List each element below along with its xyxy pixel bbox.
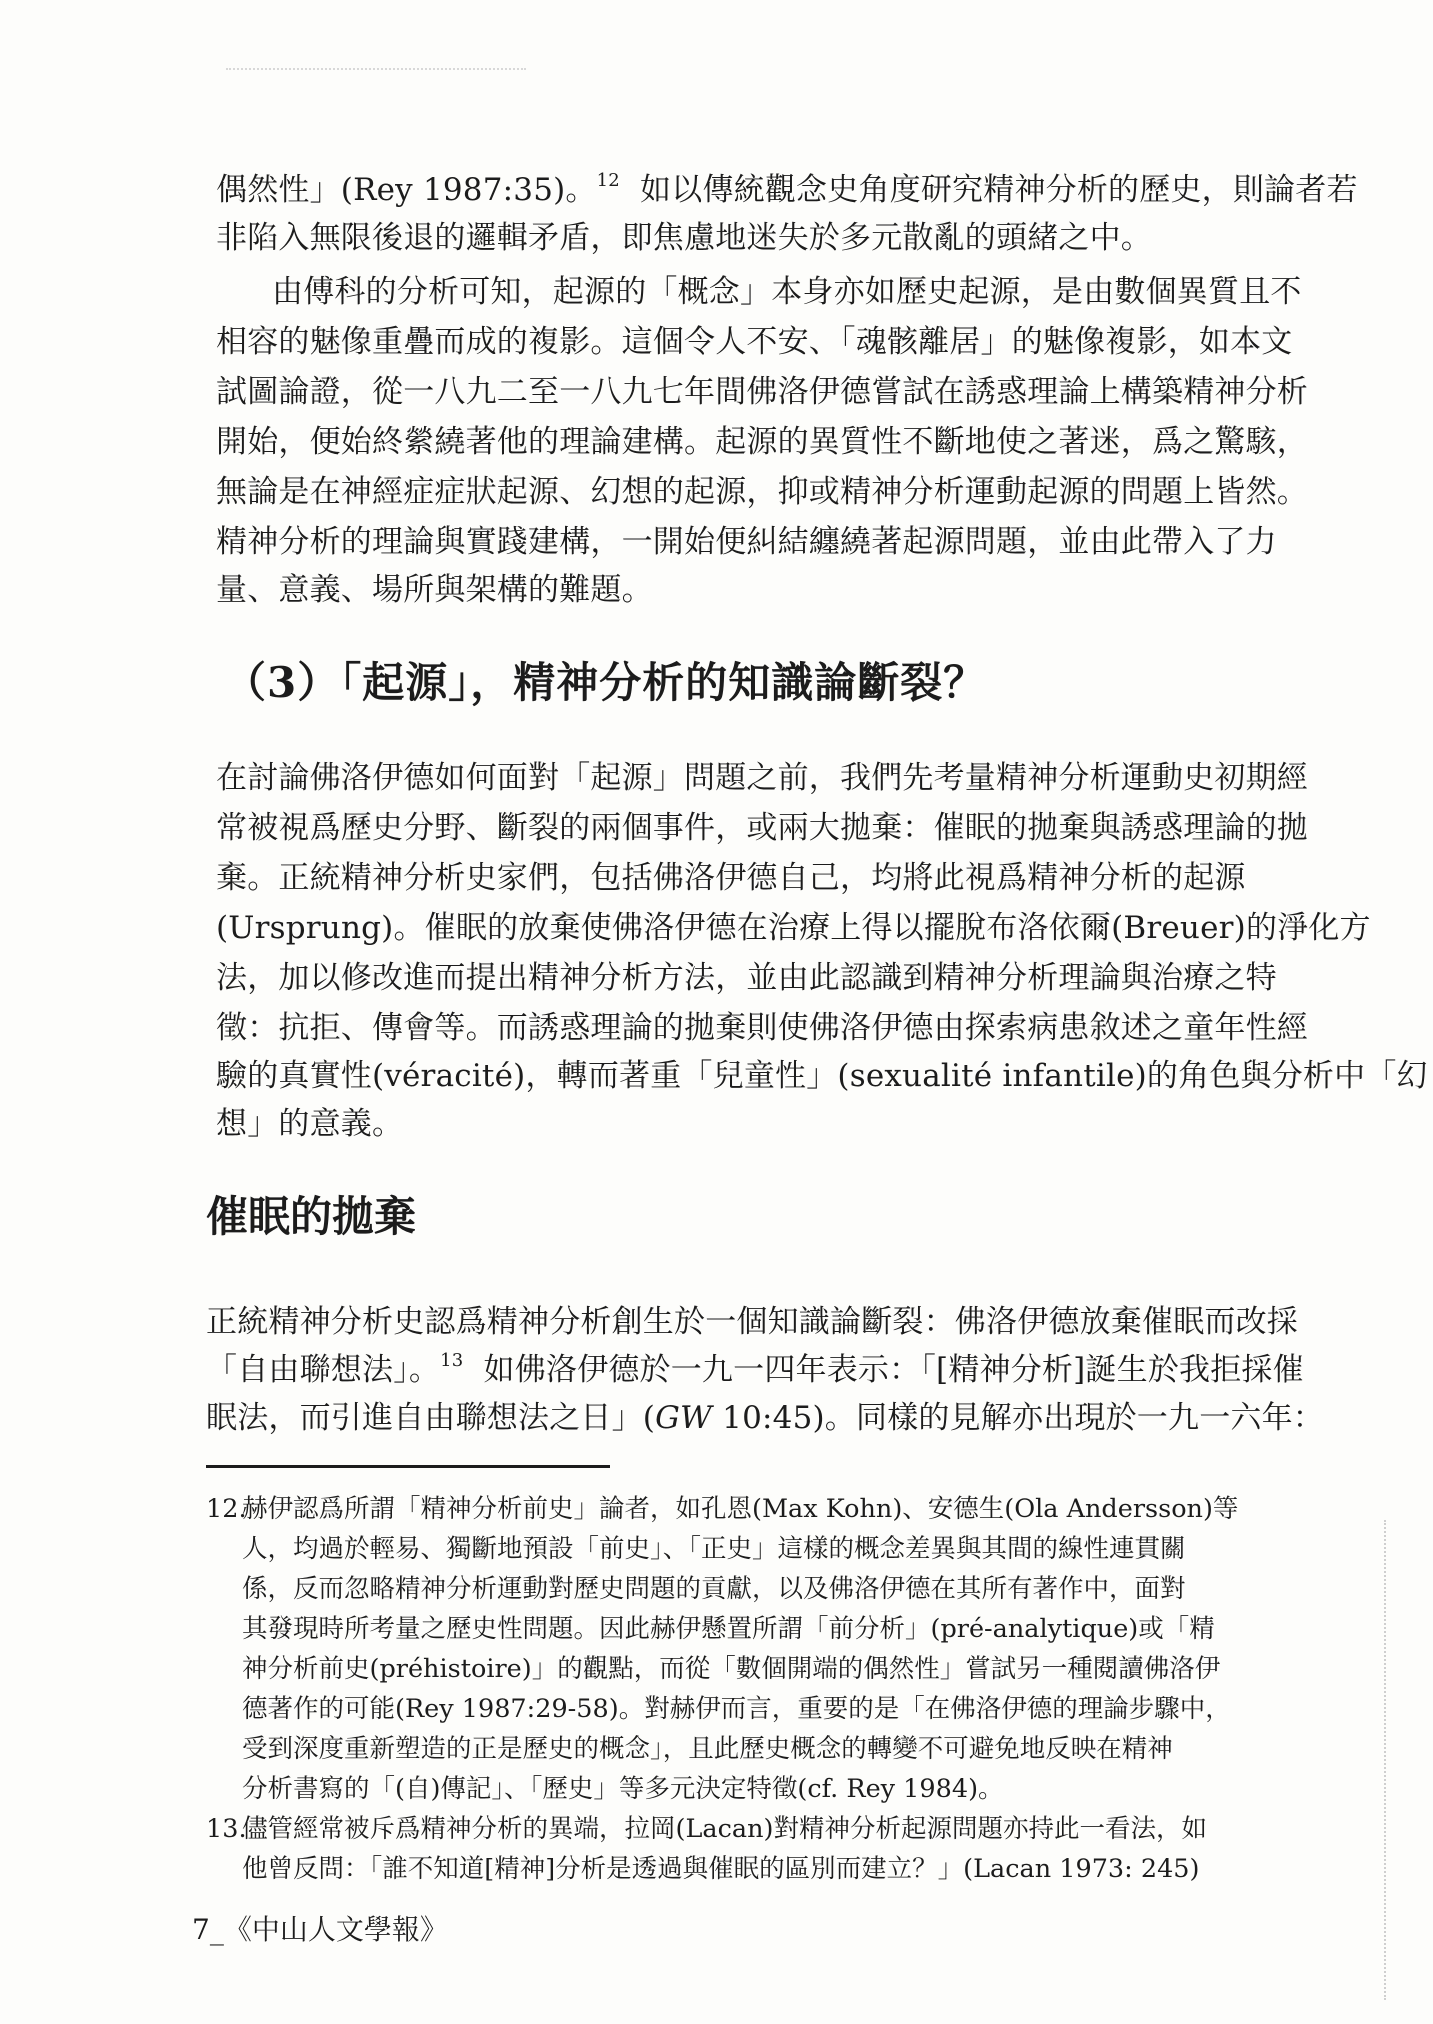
body-line: 精神分析的理論與實踐建構，一開始便糾結纏繞著起源問題，並由此帶入了力 <box>216 524 1277 560</box>
body-line: 由傅科的分析可知，起源的「概念」本身亦如歷史起源，是由數個異質且不 <box>272 274 1302 310</box>
body-line: 正統精神分析史認爲精神分析創生於一個知識論斷裂：佛洛伊德放棄催眠而改採 <box>206 1304 1298 1340</box>
body-text: 10:45)。同樣的見解亦出現於一九一六年： <box>712 1400 1325 1436</box>
footnote-13-line: 他曾反問：「誰不知道[精神]分析是透過與催眠的區別而建立？」(Lacan 1973: 245) <box>242 1854 1200 1884</box>
body-line: 徵：抗拒、傳會等。而誘惑理論的拋棄則使佛洛伊德由探索病患敘述之童年性經 <box>216 1010 1308 1046</box>
body-line: 無論是在神經症症狀起源、幻想的起源，抑或精神分析運動起源的問題上皆然。 <box>216 474 1308 510</box>
footnote-13-line <box>206 1812 1206 1846</box>
body-line: 相容的魅像重疊而成的複影。這個令人不安、「魂骸離居」的魅像複影，如本文 <box>216 324 1293 360</box>
footnote-12-line: 德著作的可能(Rey 1987:29-58)。對赫伊而言，重要的是「在佛洛伊德的理論步驟中， <box>242 1694 1231 1724</box>
footnote-text: 赫伊認爲所謂「精神分析前史」論者，如孔恩(Max Kohn)、安德生(Ola Andersson)等 <box>242 1494 1239 1524</box>
footnote-12-line: 神分析前史(préhistoire)」的觀點，而從「數個開端的偶然性」嘗試另一種閱讀佛洛伊 <box>242 1654 1221 1684</box>
body-line <box>216 170 1358 210</box>
body-line: 開始，便始終縈繞著他的理論建構。起源的異質性不斷地使之著迷，爲之驚駭， <box>216 424 1308 460</box>
subsection-heading: 催眠的拋棄 <box>206 1192 417 1241</box>
body-line: 驗的真實性(véracité)，轉而著重「兒童性」(sexualité infantile)的角色與分析中「幻 <box>216 1058 1428 1094</box>
footnote-12-line: 分析書寫的「(自)傳記」、「歷史」等多元決定特徵(cf. Rey 1984)。 <box>242 1774 1004 1804</box>
body-line: 棄。正統精神分析史家們，包括佛洛伊德自己，均將此視爲精神分析的起源 <box>216 860 1246 896</box>
body-line: 想」的意義。 <box>216 1106 404 1142</box>
footnote-12-line <box>206 1492 1239 1526</box>
citation-abbrev: GW <box>655 1400 713 1436</box>
body-line: 非陷入無限後退的邏輯矛盾，即焦慮地迷失於多元散亂的頭緒之中。 <box>216 220 1152 256</box>
body-line: 常被視爲歷史分野、斷裂的兩個事件，或兩大拋棄：催眠的拋棄與誘惑理論的拋 <box>216 810 1308 846</box>
footnote-12-line: 其發現時所考量之歷史性問題。因此赫伊懸置所謂「前分析」(pré-analytique)或「精 <box>242 1614 1215 1644</box>
footnote-12-line: 人，均過於輕易、獨斷地預設「前史」、「正史」這樣的概念差異與其間的線性連貫關 <box>242 1534 1186 1564</box>
body-line: (Ursprung)。催眠的放棄使佛洛伊德在治療上得以擺脫布洛依爾(Breuer)的淨化方 <box>216 910 1371 946</box>
body-line: 試圖論證，從一八九二至一八九七年間佛洛伊德嘗試在誘惑理論上構築精神分析 <box>216 374 1308 410</box>
body-text: 偶然性」(Rey 1987:35)。 <box>216 172 597 208</box>
body-text: 如以傳統觀念史角度研究精神分析的歷史，則論者若 <box>640 172 1358 208</box>
body-text: 如佛洛伊德於一九一四年表示：「[精神分析]誕生於我拒採催 <box>483 1352 1304 1388</box>
scan-noise <box>226 68 526 74</box>
body-line <box>206 1398 1325 1438</box>
body-text: 眠法，而引進自由聯想法之日」( <box>206 1400 656 1436</box>
body-line: 法，加以修改進而提出精神分析方法，並由此認識到精神分析理論與治療之特 <box>216 960 1277 996</box>
footnote-text: 儘管經常被斥爲精神分析的異端，拉岡(Lacan)對精神分析起源問題亦持此一看法，如 <box>242 1814 1207 1844</box>
footnote-number: 12. <box>206 1494 247 1524</box>
footnote-12-line: 係，反而忽略精神分析運動對歷史問題的貢獻，以及佛洛伊德在其所有著作中，面對 <box>242 1574 1186 1604</box>
section-heading: （3）「起源」，精神分析的知識論斷裂？ <box>224 658 987 707</box>
footnote-12-line: 受到深度重新塑造的正是歷史的概念」，且此歷史概念的轉變不可避免地反映在精神 <box>242 1734 1173 1764</box>
footnote-ref-12[interactable]: 12 <box>596 170 620 191</box>
body-line <box>206 1350 1304 1390</box>
footnote-rule <box>206 1465 610 1468</box>
body-text: 「自由聯想法」。 <box>206 1352 441 1388</box>
footnote-ref-13[interactable]: 13 <box>440 1350 464 1371</box>
body-line: 量、意義、場所與架構的難題。 <box>216 572 653 608</box>
page-footer: 7_《中山人文學報》 <box>192 1913 448 1946</box>
body-line: 在討論佛洛伊德如何面對「起源」問題之前，我們先考量精神分析運動史初期經 <box>216 760 1308 796</box>
scan-edge-marks <box>1384 1520 1388 2000</box>
footnote-number: 13. <box>206 1814 247 1844</box>
